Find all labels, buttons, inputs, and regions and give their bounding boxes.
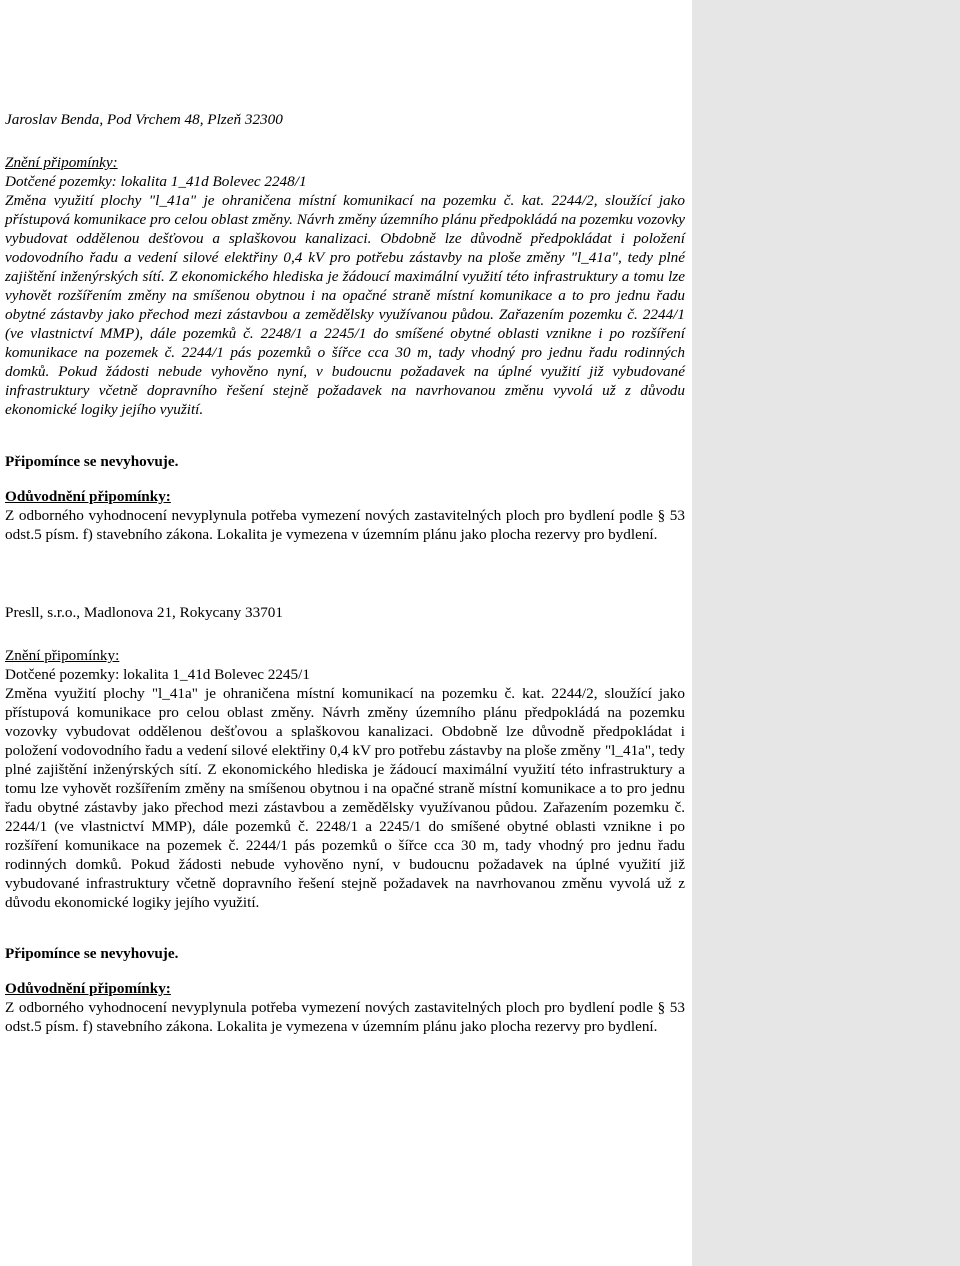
record-1-decision [5,452,685,544]
comment-margin-sidebar [692,0,960,1266]
record-1 [5,110,685,419]
record-2-oduvodneni-heading: Odůvodnění připomínky: [5,980,171,997]
record-2-verdict: Připomínce se nevyhovuje. [5,945,179,962]
record-1-oduvodneni-text: Z odborného vyhodnocení nevyplynula potřeba vymezení nových zastavitelných ploch pro bydlení podle § 53 odst.5 písm. f) stavebního zákona. Lokalita je vymezena v územním plánu jako plocha rezervy pro bydlení. [5,507,685,543]
record-2-dotcene: Dotčené pozemky: lokalita 1_41d Bolevec 2245/1 [5,666,310,683]
record-2-oduvodneni-text: Z odborného vyhodnocení nevyplynula potřeba vymezení nových zastavitelných ploch pro bydlení podle § 53 odst.5 písm. f) stavebního zákona. Lokalita je vymezena v územním plánu jako plocha rezervy pro bydlení. [5,999,685,1035]
record-2-author: Presll, s.r.o., Madlonova 21, Rokycany 33701 [5,604,283,621]
record-1-text: Změna využití plochy "l_41a" je ohraničena místní komunikací na pozemku č. kat. 2244/2, sloužící jako přístupová komunikace pro celou oblast změny. Návrh změny územního plánu předpokládá na pozemku vozovky vybudovat oddělenou dešťovou a splaškovou kanalizaci. Obdobně lze důvodně předpokládat i položení vodovodního řadu a vedení silové elektřiny 0,4 kV pro potřebu zástavby na ploše změny "l_41a", tedy plné zajištění inženýrských sítí. Z ekonomického hlediska je žádoucí maximální využití této infrastruktury a tomu lze vyhovět rozšířením změny na smíšenou obytnou i na opačné straně místní komunikace a to pro jednu řadu obytné zástavby jako přechod mezi zástavbou a zemědělsky využívanou půdou. Zařazením pozemku č. 2244/1 (ve vlastnictví MMP), dále pozemků č. 2248/1 a 2245/1 do smíšené obytné oblasti vznikne i po rozšíření komunikace na pozemek č. 2244/1 pás pozemků o šířce cca 30 m, tady vhodný pro jednu řadu rodinných domků. Pokud žádosti nebude vyhověno nyní, v budoucnu požadavek na úplné využití již vybudované infrastruktury včetně dopravního řešení stejně požadavek na navrhovanou změnu vyvolá už z důvodu ekonomické logiky jejího využití. [5,192,685,418]
record-2 [5,603,685,912]
record-1-zneni-heading: Znění připomínky: [5,154,118,171]
record-1-verdict: Připomínce se nevyhovuje. [5,453,179,470]
record-2-text: Změna využití plochy "l_41a" je ohraničena místní komunikací na pozemku č. kat. 2244/2, sloužící jako přístupová komunikace pro celou oblast změny. Návrh změny územního plánu předpokládá na pozemku vozovky vybudovat oddělenou dešťovou a splaškovou kanalizaci. Obdobně lze důvodně předpokládat i položení vodovodního řadu a vedení silové elektřiny 0,4 kV pro potřebu zástavby na ploše změny "l_41a", tedy plné zajištění inženýrských sítí. Z ekonomického hlediska je žádoucí maximální využití této infrastruktury a tomu lze vyhovět rozšířením změny na smíšenou obytnou i na opačné straně místní komunikace a to pro jednu řadu obytné zástavby jako přechod mezi zástavbou a zemědělsky využívanou půdou. Zařazením pozemku č. 2244/1 (ve vlastnictví MMP), dále pozemků č. 2248/1 a 2245/1 do smíšené obytné oblasti vznikne i po rozšíření komunikace na pozemek č. 2244/1 pás pozemků o šířce cca 30 m, tady vhodný pro jednu řadu rodinných domků. Pokud žádosti nebude vyhověno nyní, v budoucnu požadavek na úplné využití již vybudované infrastruktury včetně dopravního řešení stejně požadavek na navrhovanou změnu vyvolá už z důvodu ekonomické logiky jejího využití. [5,685,685,911]
record-1-dotcene: Dotčené pozemky: lokalita 1_41d Bolevec 2248/1 [5,173,307,190]
record-1-author: Jaroslav Benda, Pod Vrchem 48, Plzeň 32300 [5,111,283,128]
record-2-decision [5,944,685,1036]
record-1-oduvodneni-heading: Odůvodnění připomínky: [5,488,171,505]
record-2-zneni-heading: Znění připomínky: [5,647,120,664]
